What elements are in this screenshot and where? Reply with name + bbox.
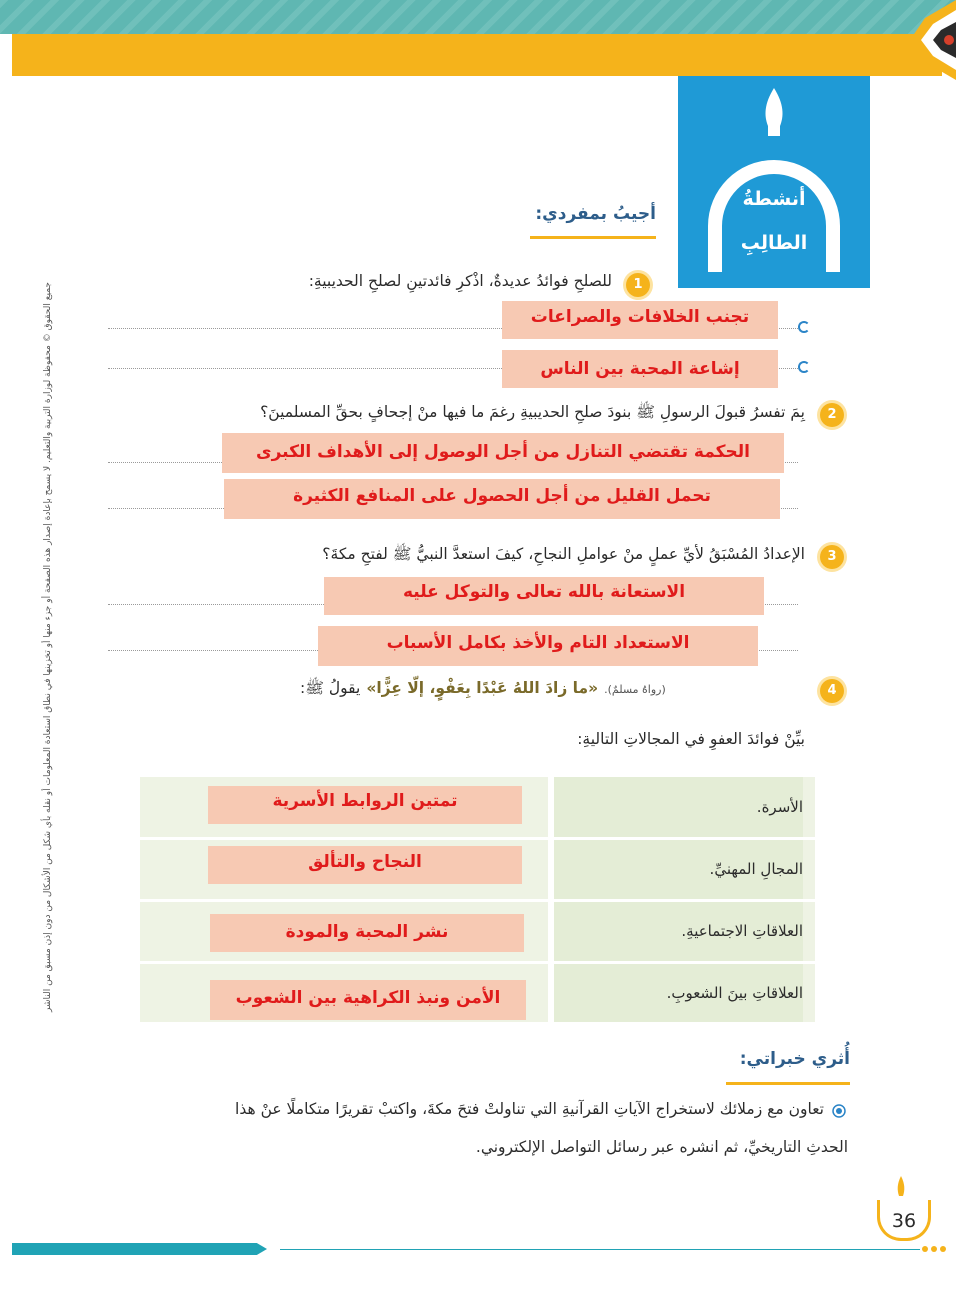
task-text-line1: تعاون مع زملائك لاستخراج الآياتِ القرآنيةِ التي تناولتْ فتحَ مكةَ، واكتبْ تقريرًا متكاملًا عنْ هذا — [235, 1100, 824, 1118]
table-answer[interactable]: تمتين الروابط الأسرية — [208, 786, 522, 824]
section-heading-individual: أجيبُ بمفردي: — [535, 204, 656, 224]
question-number: 2 — [820, 403, 844, 427]
answer-box[interactable]: الاستعداد التام والأخذ بكامل الأسباب — [318, 626, 758, 666]
question-text: الإعدادُ المُسْبَقُ لأيِّ عملٍ منْ عواملِ النجاحِ، كيفَ استعدَّ النبيُّ ﷺ لفتحِ مكةَ؟ — [322, 545, 805, 563]
page-number: 36 — [877, 1200, 931, 1241]
hadith-source: (رواهُ مسلمٌ). — [604, 683, 666, 696]
question-text: بِمَ تفسرُ قبولَ الرسولِ ﷺ بنودَ صلحِ الحديبيةِ رغمَ ما فيها منْ إجحافٍ بحقِّ المسلمينَ؟ — [260, 403, 805, 421]
table-answer[interactable]: الأمن ونبذ الكراهية بين الشعوب — [210, 980, 526, 1020]
bullet-icon — [798, 361, 810, 373]
answer-box[interactable]: الحكمة تقتضي التنازل من أجل الوصول إلى الأهداف الكبرى — [222, 433, 784, 473]
question-number: 4 — [820, 679, 844, 703]
hadith-lead: يقولُ ﷺ: — [300, 679, 361, 697]
task-text-line2: الحدثِ التاريخيِّ، ثم انشره عبر رسائل التواصل الإلكتروني. — [475, 1138, 848, 1156]
hadith-line — [300, 678, 805, 701]
answer-box[interactable]: تجنب الخلافات والصراعات — [502, 301, 778, 339]
activity-badge — [678, 76, 870, 288]
heading-underline — [726, 1082, 850, 1085]
section-heading-enrich: أُثري خبراتي: — [739, 1049, 850, 1069]
table-answer[interactable]: نشر المحبة والمودة — [210, 914, 524, 952]
header-yellow-band — [12, 34, 942, 76]
answer-box[interactable]: الاستعانة بالله تعالى والتوكل عليه — [324, 577, 764, 615]
answer-box[interactable]: إشاعة المحبة بين الناس — [502, 350, 778, 388]
question-number: 3 — [820, 545, 844, 569]
header-pattern — [0, 0, 956, 34]
question-text: للصلحِ فوائدُ عديدةٌ، اذْكرِ فائدتينِ لصلحِ الحديبيةِ: — [308, 272, 612, 290]
table-row-label: العلاقاتِ الاجتماعيةِ. — [554, 902, 803, 961]
arch-icon — [678, 76, 870, 288]
activity-title-line2: الطالِبِ — [740, 232, 808, 254]
table-row-label: الأسرة. — [554, 777, 803, 837]
hadith-text: «ما زادَ اللهُ عَبْدًا بِعَفْوٍ، إلّا عِزًّا» — [366, 679, 599, 697]
target-bullet-icon — [832, 1104, 846, 1118]
heading-underline — [530, 236, 656, 239]
question-number: 1 — [626, 273, 650, 297]
table-prompt: بيِّنْ فوائدَ العفوِ في المجالاتِ التاليةِ: — [577, 730, 805, 748]
activity-title-line1: أنشطةُ — [742, 188, 806, 210]
dots-ornament-icon — [920, 1243, 950, 1255]
footer-line — [280, 1249, 920, 1250]
copyright-note: جميع الحقوق © محفوظة لوزارة التربية والتعليم. لا يسمح بإعادة إصدار هذه الصفحة أو جزء منها أو تخزينها في نطاق استعادة المعلومات أو نقله بأي شكل من الأشكال من دون إذن مسبق من الناشر — [43, 282, 53, 1012]
table-answer[interactable]: النجاح والتألق — [208, 846, 522, 884]
bullet-icon — [798, 321, 810, 333]
answer-box[interactable]: تحمل القليل من أجل الحصول على المنافع الكثيرة — [224, 479, 780, 519]
star-ornament-icon — [905, 0, 956, 80]
table-row-label: المجالِ المهنيِّ. — [554, 840, 803, 899]
table-row-label: العلاقاتِ بينَ الشعوبِ. — [554, 964, 803, 1022]
footer-bar — [12, 1243, 267, 1255]
